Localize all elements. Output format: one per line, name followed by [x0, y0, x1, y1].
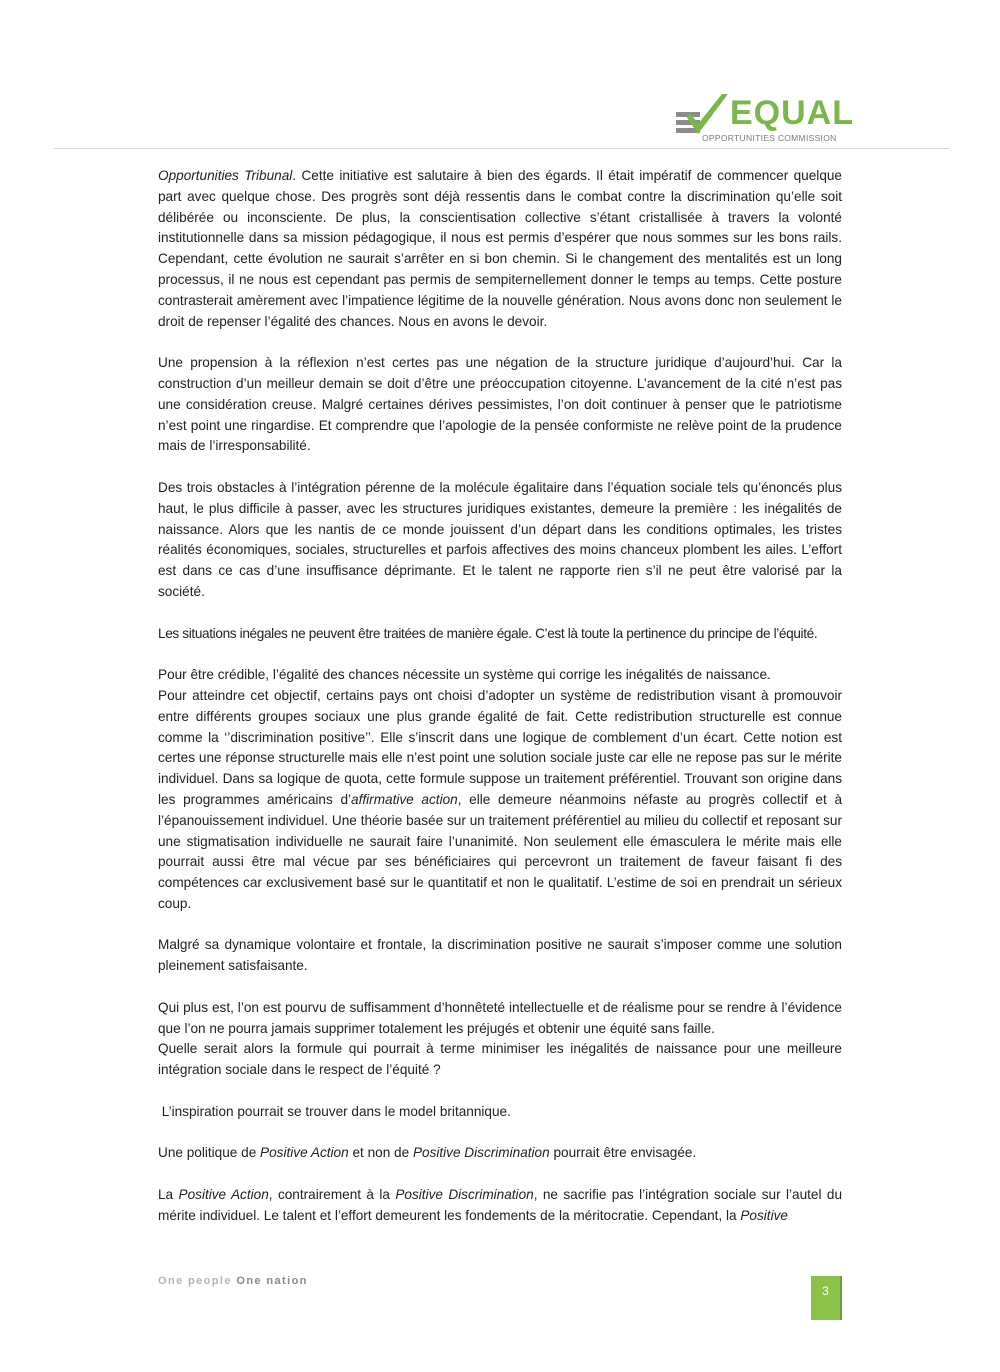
italic-term: Positive Action	[178, 1187, 269, 1203]
italic-term: Opportunities Tribunal	[158, 168, 293, 183]
italic-term: affirmative action	[351, 791, 458, 807]
italic-term: Positive Discrimination	[412, 1145, 550, 1161]
paragraph-text: , ne sacrifie pas l’intégration sociale sur l’autel du mérite individuel. Le talent et l’effort demeurent les fondements de la méritocratie. Cependant, la	[158, 1187, 843, 1223]
check-mark-icon	[676, 92, 736, 138]
paragraph-text: , contrairement à la	[268, 1187, 396, 1203]
paragraph-8: L’inspiration pourrait se trouver dans le model britannique.	[158, 1103, 511, 1119]
paragraph-6: Malgré sa dynamique volontaire et frontale, la discrimination positive ne saurait s’imposer comme une solution pleinement satisfaisante.	[158, 937, 842, 974]
page-number: 3	[822, 1284, 829, 1298]
paragraph-text: , elle demeure néanmoins néfaste au progrès collectif et à l’épanouissement individuel. Une théorie basée sur un traitement préférentiel au milieu du collectif et reposant sur une stigmatisation individuelle ne saurait faire l’unanimité. Non seulement elle émasculera le mérite mais elle pourrait aussi être mal vécue par ses bénéficiaires qui percevront un traitement de faveur faisant fi des compétences car exclusivement basé sur le quantitatif et non le qualitatif. L’estime de soi en prendrait un sérieux coup.	[158, 791, 843, 911]
paragraph-1	[158, 166, 842, 332]
header-divider	[54, 148, 949, 149]
italic-term: Positive Discrimination	[395, 1187, 534, 1203]
paragraph-9	[158, 1143, 842, 1164]
paragraph-7	[158, 998, 842, 1081]
paragraph-4: Les situations inégales ne peuvent être traitées de manière égale. C’est là toute la pertinence du principe de l’équité.	[158, 625, 818, 641]
paragraph-text: Une politique de	[158, 1145, 261, 1161]
paragraph-3: Des trois obstacles à l’intégration pérenne de la molécule égalitaire dans l’équation sociale tels qu’énoncés plus haut, le plus difficile à passer, avec les structures juridiques existantes, demeure la première : les inégalités de naissance. Alors que les nantis de ce monde jouissent d’un départ dans les conditions optimales, les tristes réalités économiques, sociales, structurelles et parfois affectives des moins chanceux plombent les ailes. L’effort est dans ce cas d’une insuffisance déprimante. Et le talent ne rapporte rien s’il ne peut être valorisé par la société.	[158, 479, 842, 599]
tagline-light: One people	[158, 1275, 237, 1287]
paragraph-text: et non de	[348, 1145, 413, 1161]
paragraph-text: pourrait être envisagée.	[549, 1145, 697, 1161]
article-body	[158, 166, 842, 1227]
paragraph-text: La	[158, 1187, 179, 1203]
italic-term: Positive	[740, 1207, 788, 1223]
paragraph-text: Pour être crédible, l’égalité des chances nécessite un système qui corrige les inégalités de naissance.	[158, 667, 771, 683]
paragraph-text: Qui plus est, l’on est pourvu de suffisamment d’honnêteté intellectuelle et de réalisme pour se rendre à l’évidence que l’on ne pourra jamais supprimer totalement les préjugés et obtenir une équité sans faille.	[158, 999, 842, 1036]
paragraph-10	[158, 1185, 842, 1227]
paragraph-text: . Cette initiative est salutaire à bien des égards. Il était impératif de commencer quelque part avec quelque chose. Des progrès sont déjà ressentis dans le combat contre la discrimination qu’elle soit délibérée ou inconsciente. De plus, la conscientisation collective s’étant cristallisée à travers la volonté institutionnelle dans sa mission pédagogique, il nous est permis d’espérer que nous sommes sur les bons rails. Cependant, cette évolution ne saurait s’arrêter en si bon chemin. Si le changement des mentalités est un long processus, il ne nous est cependant pas permis de sempiternellement donner le temps au temps. Cette posture contrasterait amèrement avec l’impatience légitime de la nouvelle génération. Nous avons donc non seulement le droit de repenser l’égalité des chances. Nous en avons le devoir.	[158, 168, 842, 329]
page-number-badge	[811, 1276, 842, 1320]
equal-opportunities-logo	[676, 92, 854, 148]
logo-wordmark: EQUAL	[730, 94, 854, 132]
italic-term: Positive Action	[260, 1145, 349, 1161]
tagline-strong: One nation	[236, 1275, 308, 1287]
paragraph-text: Pour atteindre cet objectif, certains pays ont choisi d’adopter un système de redistribution visant à promouvoir entre différents groupes sociaux une plus grande égalité de fait. Cette redistribution structurelle est connue comme la ‘’discrimination positive’’. Elle s’inscrit dans une logique de comblement d’un écart. Cette notion est certes une réponse structurelle mais elle n’est point une solution sociale juste car elle ne repose pas sur le mérite individuel. Dans sa logique de quota, cette formule suppose un traitement préférentiel. Trouvant son origine dans les programmes américains d’	[158, 687, 842, 807]
logo-subtitle: OPPORTUNITIES COMMISSION	[702, 133, 837, 143]
paragraph-2: Une propension à la réflexion n’est certes pas une négation de la structure juridique d’aujourd’hui. Car la construction d’un meilleur demain se doit d’être une préoccupation citoyenne. L’avancement de la cité n’est pas une considération creuse. Malgré certaines dérives pessimistes, l’on doit continuer à penser que le patriotisme n’est point une ringardise. Et comprendre que l’apologie de la pensée conformiste ne relève point de la prudence mais de l’irresponsabilité.	[158, 355, 842, 454]
paragraph-text: Quelle serait alors la formule qui pourrait à terme minimiser les inégalités de naissance pour une meilleure intégration sociale dans le respect de l’équité ?	[158, 1041, 842, 1078]
footer-tagline	[158, 1275, 308, 1287]
paragraph-5	[158, 665, 842, 915]
